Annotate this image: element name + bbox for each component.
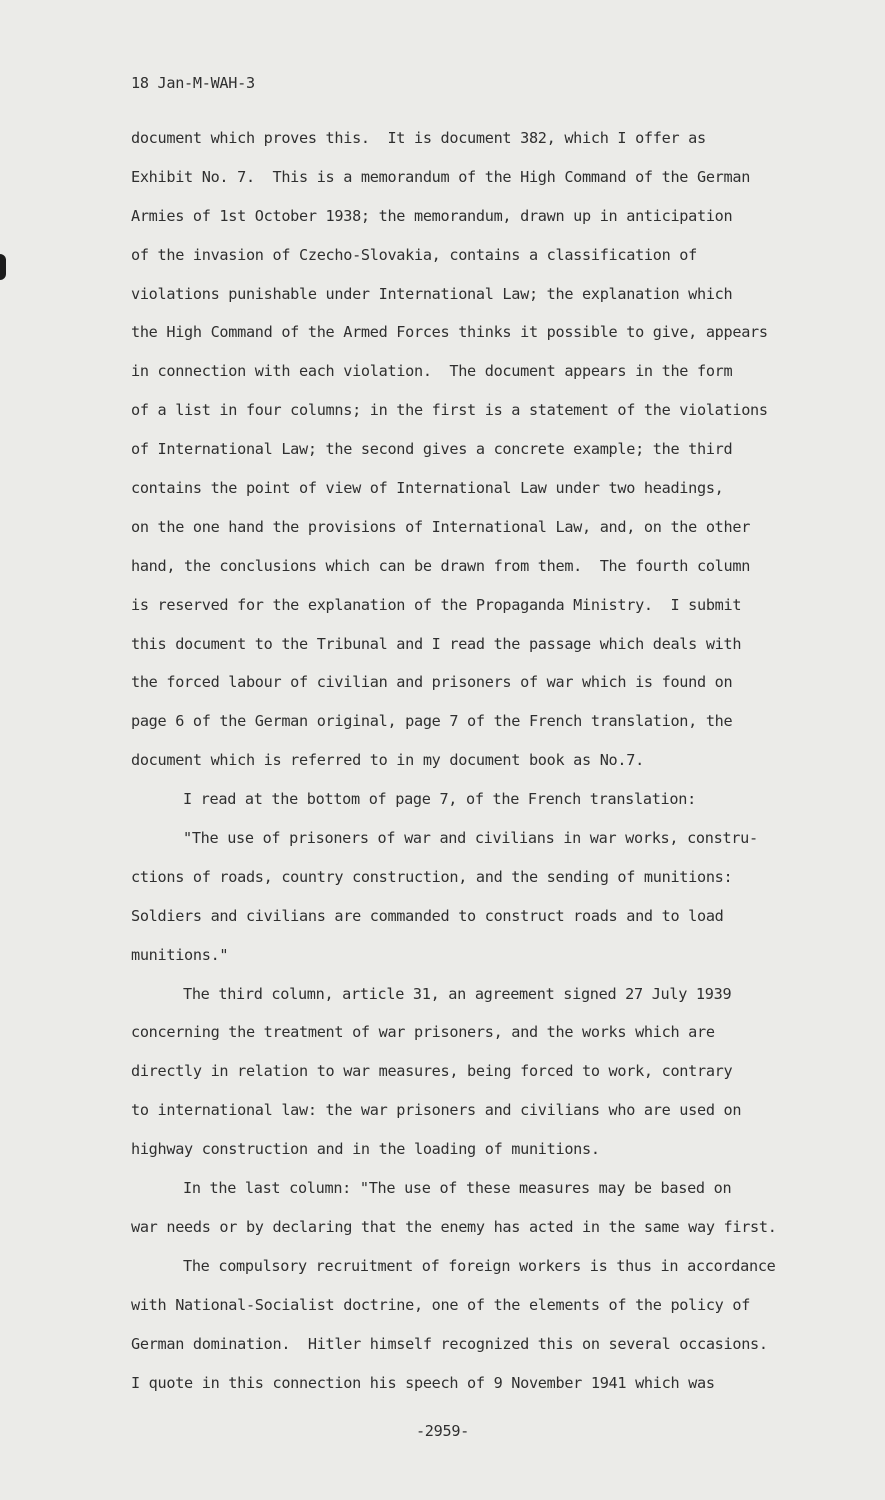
text-line: of the invasion of Czecho-Slovakia, contains a classification of <box>131 245 697 264</box>
quote-line: munitions." <box>131 945 229 964</box>
text-line: document which is referred to in my document book as No.7. <box>131 751 644 770</box>
quote-line: ctions of roads, country construction, and the sending of munitions: <box>131 867 733 886</box>
text-line: hand, the conclusions which can be drawn from them. The fourth column <box>131 556 751 575</box>
text-line: The compulsory recruitment of foreign workers is thus in accordance <box>183 1256 776 1275</box>
document-reference: 18 Jan-M-WAH-3 <box>131 74 255 92</box>
text-line: the forced labour of civilian and prisoners of war which is found on <box>131 673 733 692</box>
quote-line: "The use of prisoners of war and civilians in war works, constru- <box>183 829 758 848</box>
text-line: highway construction and in the loading of munitions. <box>131 1140 600 1159</box>
text-line: German domination. Hitler himself recognized this on several occasions. <box>131 1334 768 1353</box>
text-line: war needs or by declaring that the enemy has acted in the same way first. <box>131 1217 777 1236</box>
punch-hole <box>0 254 6 280</box>
text-line: of International Law; the second gives a concrete example; the third <box>131 440 733 459</box>
text-line: directly in relation to war measures, being forced to work, contrary <box>131 1062 733 1081</box>
document-body <box>131 128 846 1411</box>
text-line: concerning the treatment of war prisoners, and the works which are <box>131 1023 715 1042</box>
page-number: -2959- <box>415 1422 470 1440</box>
text-line: of a list in four columns; in the first is a statement of the violations <box>131 401 768 420</box>
text-line: this document to the Tribunal and I read the passage which deals with <box>131 634 742 653</box>
text-line: document which proves this. It is document 382, which I offer as <box>131 129 706 147</box>
text-line: violations punishable under International Law; the explanation which <box>131 284 733 303</box>
text-line: on the one hand the provisions of International Law, and, on the other <box>131 517 751 536</box>
quote-line: Soldiers and civilians are commanded to construct roads and to load <box>131 906 724 925</box>
text-line: to international law: the war prisoners and civilians who are used on <box>131 1101 742 1120</box>
text-line: In the last column: "The use of these measures may be based on <box>183 1179 732 1198</box>
text-line: contains the point of view of International Law under two headings, <box>131 479 724 498</box>
text-line: in connection with each violation. The document appears in the form <box>131 362 733 381</box>
text-line: The third column, article 31, an agreement signed 27 July 1939 <box>183 984 732 1003</box>
text-line: I read at the bottom of page 7, of the French translation: <box>183 790 696 809</box>
text-line: page 6 of the German original, page 7 of the French translation, the <box>131 712 733 731</box>
text-line: the High Command of the Armed Forces thinks it possible to give, appears <box>131 323 768 342</box>
text-line: with National-Socialist doctrine, one of the elements of the policy of <box>131 1295 751 1314</box>
text-line: I quote in this connection his speech of 9 November 1941 which was <box>131 1373 715 1392</box>
text-line: Exhibit No. 7. This is a memorandum of the High Command of the German <box>131 167 751 186</box>
text-line: is reserved for the explanation of the Propaganda Ministry. I submit <box>131 595 742 614</box>
text-line: Armies of 1st October 1938; the memorandum, drawn up in anticipation <box>131 206 733 225</box>
